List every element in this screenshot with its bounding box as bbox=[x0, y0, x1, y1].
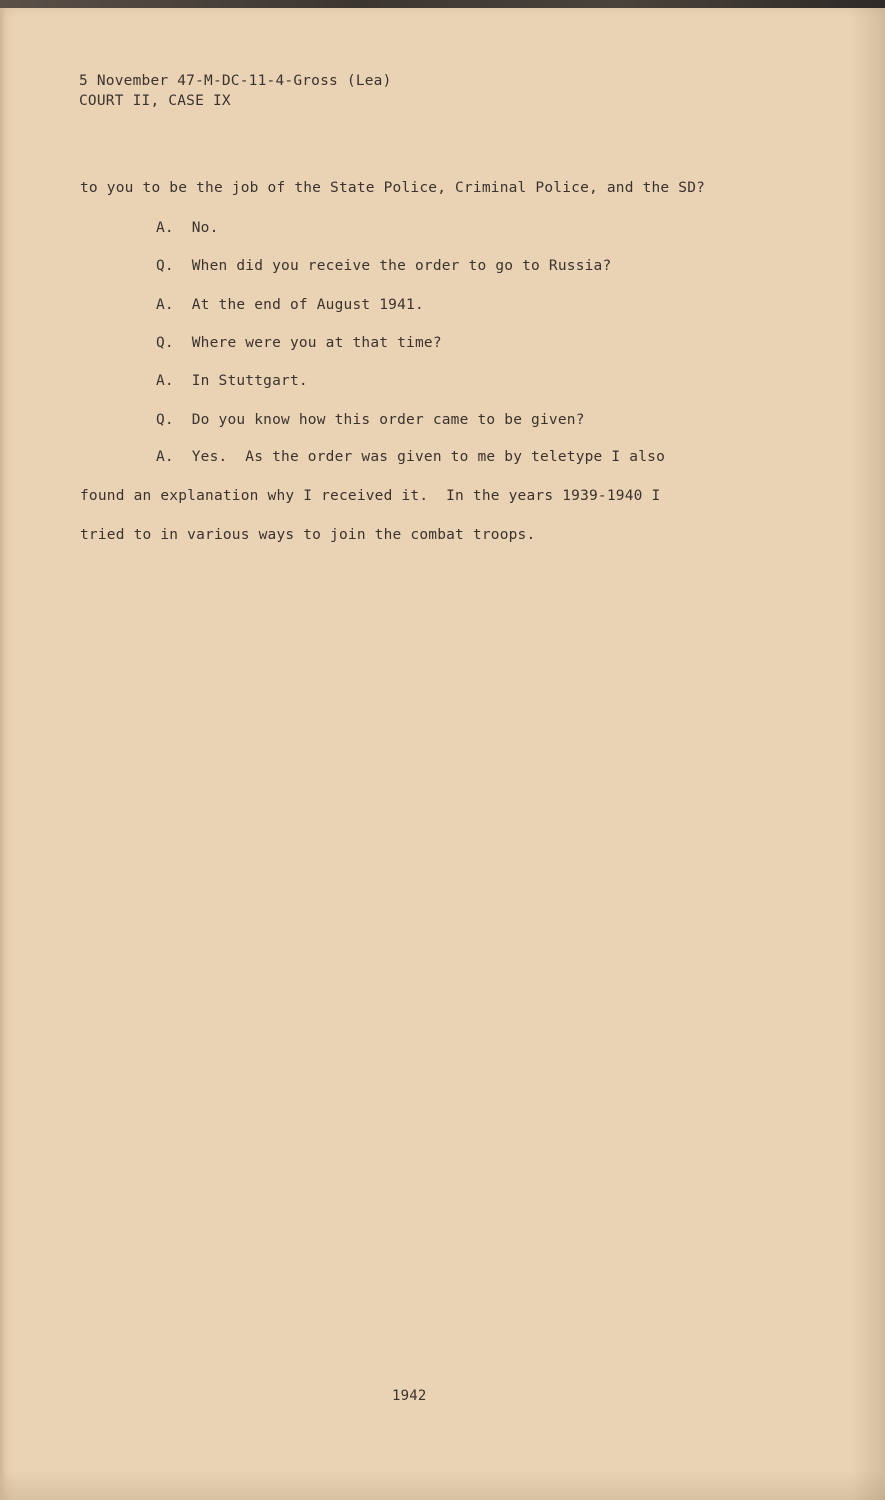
header-court-case: COURT II, CASE IX bbox=[79, 93, 231, 109]
transcript-line: to you to be the job of the State Police, Criminal Police, and the SD? bbox=[80, 180, 706, 196]
transcript-answer: A. Yes. As the order was given to me by teletype I also bbox=[156, 449, 665, 465]
transcript-answer: A. In Stuttgart. bbox=[156, 373, 308, 389]
paper-left-edge bbox=[0, 8, 6, 1500]
page-number: 1942 bbox=[392, 1388, 427, 1404]
transcript-answer: A. At the end of August 1941. bbox=[156, 297, 424, 313]
transcript-question: Q. When did you receive the order to go to Russia? bbox=[156, 258, 612, 274]
scan-top-edge bbox=[0, 0, 885, 8]
header-date-reference: 5 November 47-M-DC-11-4-Gross (Lea) bbox=[79, 73, 392, 89]
transcript-question: Q. Do you know how this order came to be given? bbox=[156, 412, 585, 428]
transcript-answer: A. No. bbox=[156, 220, 219, 236]
transcript-question: Q. Where were you at that time? bbox=[156, 335, 442, 351]
transcript-line: found an explanation why I received it. In the years 1939-1940 I bbox=[80, 488, 661, 504]
transcript-line: tried to in various ways to join the combat troops. bbox=[80, 527, 536, 543]
